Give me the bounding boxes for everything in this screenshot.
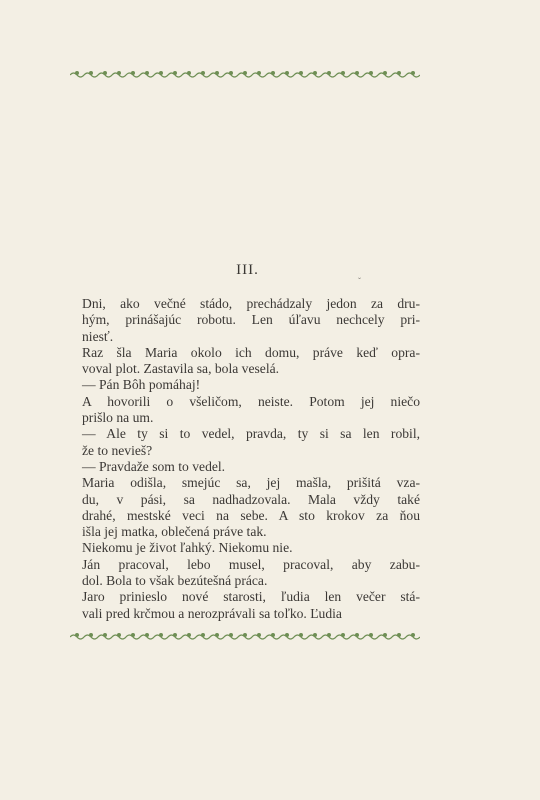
top-ornament-border xyxy=(70,70,420,80)
vine-ornament-icon xyxy=(70,70,420,80)
text-line: A hovorili o všeličom, neiste. Potom jej niečo xyxy=(82,393,420,409)
text-line: Jaro prinieslo nové starosti, ľudia len večer stá- xyxy=(82,589,420,605)
chapter-heading: III. xyxy=(236,262,259,278)
bottom-ornament-border xyxy=(70,632,420,642)
vine-ornament-icon xyxy=(70,632,420,642)
text-line: vali pred krčmou a nerozprávali sa toľko. Ľudia xyxy=(82,605,342,621)
text-line: du, v pási, sa nadhadzovala. Mala vždy také xyxy=(82,491,420,507)
text-line: Ján pracoval, lebo musel, pracoval, aby zabu- xyxy=(82,556,420,572)
paragraph xyxy=(82,557,420,590)
paragraph xyxy=(82,459,420,475)
text-line: hým, prinášajúc robotu. Len úľavu nechcely pri- xyxy=(82,312,420,328)
paragraph xyxy=(82,426,420,459)
paragraph xyxy=(82,345,420,378)
paragraph xyxy=(82,475,420,540)
text-line: — Ale ty si to vedel, pravda, ty si sa len robil, xyxy=(82,426,420,442)
text-line: že to nevieš? xyxy=(82,442,153,458)
paragraph xyxy=(82,296,420,345)
text-line: Dni, ako večné stádo, prechádzaly jedon za dru- xyxy=(82,296,420,311)
text-line: voval plot. Zastavila sa, bola veselá. xyxy=(82,361,280,377)
paragraph xyxy=(82,540,420,556)
text-line: Raz šla Maria okolo ich domu, práve keď opra- xyxy=(82,344,420,360)
text-line: Niekomu je život ľahký. Niekomu nie. xyxy=(82,540,293,556)
body-text xyxy=(82,296,420,622)
text-line: Maria odišla, smejúc sa, jej mašla, prišitá vza- xyxy=(82,475,420,491)
text-line: išla jej matka, oblečená práve tak. xyxy=(82,524,267,540)
text-line: drahé, mestské veci na sebe. A sto krokov za ňou xyxy=(82,507,420,523)
text-line: dol. Bola to však bezútešná práca. xyxy=(82,573,268,589)
text-line: prišlo na um. xyxy=(82,410,154,426)
paragraph xyxy=(82,589,420,622)
paragraph xyxy=(82,394,420,427)
text-line: — Pán Bôh pomáhaj! xyxy=(82,377,201,393)
page-speck: ˇ xyxy=(358,276,361,286)
text-line: niesť. xyxy=(82,328,114,344)
text-line: — Pravdaže som to vedel. xyxy=(82,458,226,474)
paragraph xyxy=(82,377,420,393)
